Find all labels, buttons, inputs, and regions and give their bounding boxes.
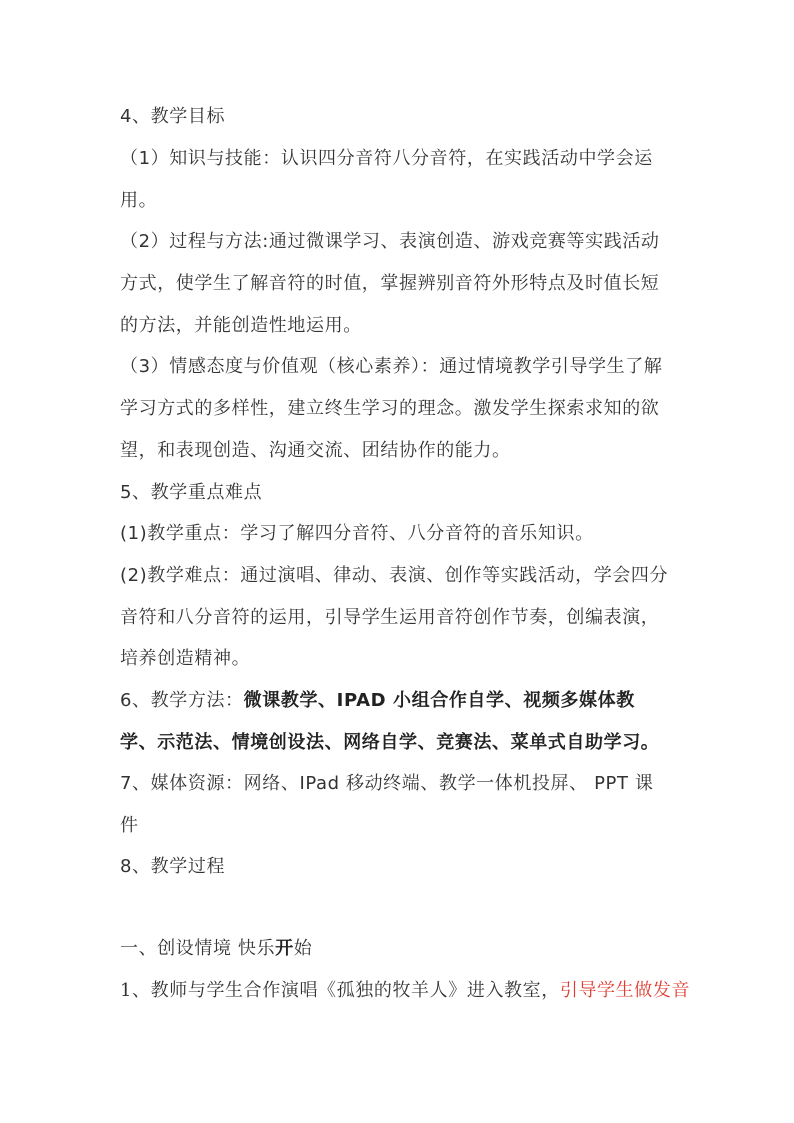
methods-text-1: 微课教学、IPAD 小组合作自学、视频多媒体教 [243, 690, 635, 711]
part-1-heading-text: 一、创设情境 快乐 [120, 938, 276, 959]
objective-2-line-2: 方式，使学生了解音符的时值，掌握辨别音符外形特点及时值长短 [120, 273, 660, 294]
part-1-heading [120, 937, 312, 961]
media-resources-line-1: 7、媒体资源：网络、IPad 移动终端、教学一体机投屏、 PPT 课 [120, 773, 654, 794]
step-1-text: 1、教师与学生合作演唱《孤独的牧羊人》进入教室， [120, 980, 560, 1001]
step-1-line [120, 979, 690, 1003]
key-point-2-line-3: 培养创造精神。 [120, 648, 251, 669]
part-1-heading-bold: 开 [275, 938, 294, 959]
key-point-2-line-2: 音符和八分音符的运用，引导学生运用音符创作节奏，创编表演， [120, 607, 660, 628]
methods-text-2: 学、示范法、情境创设法、网络自学、竞赛法、菜单式自助学习。 [120, 732, 660, 753]
objective-2-line-1: （2）过程与方法:通过微课学习、表演创造、游戏竞赛等实践活动 [120, 231, 660, 252]
part-1-heading-end: 始 [293, 938, 313, 959]
objective-1-line-2: 用。 [120, 190, 158, 211]
objective-2-line-3: 的方法，并能创造性地运用。 [120, 315, 362, 336]
section-heading-6 [120, 689, 635, 713]
objective-3-line-3: 望，和表现创造、沟通交流、团结协作的能力。 [120, 440, 511, 461]
methods-label: 6、教学方法： [120, 690, 244, 711]
section-heading-4: 4、教学目标 [120, 106, 226, 127]
objective-3-line-2: 学习方式的多样性，建立终生学习的理念。激发学生探索求知的欲 [120, 398, 660, 419]
key-point-1: (1)教学重点：学习了解四分音符、八分音符的音乐知识。 [120, 523, 594, 544]
key-point-2-line-1: (2)教学难点：通过演唱、律动、表演、创作等实践活动，学会四分 [120, 565, 669, 586]
section-heading-5: 5、教学重点难点 [120, 482, 263, 503]
objective-1-line-1: （1）知识与技能：认识四分音符八分音符，在实践活动中学会运 [120, 148, 653, 169]
step-1-highlight: 引导学生做发音 [559, 980, 691, 1001]
objective-3-line-1: （3）情感态度与价值观（核心素养）：通过情境教学引导学生了解 [120, 356, 663, 377]
section-heading-8: 8、教学过程 [120, 856, 226, 877]
media-resources-line-2: 件 [120, 815, 139, 836]
